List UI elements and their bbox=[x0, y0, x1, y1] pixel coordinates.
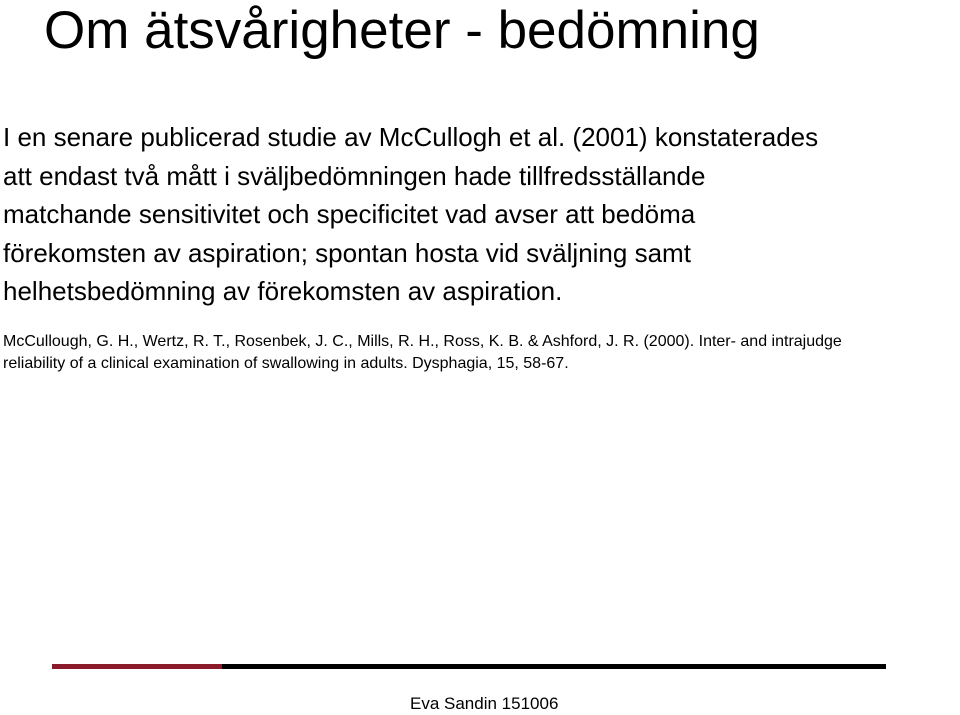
body-line: förekomsten av aspiration; spontan hosta vid sväljning samt bbox=[3, 237, 691, 268]
body-line: helhetsbedömning av förekomsten av aspiration. bbox=[3, 276, 563, 306]
footer-divider-line bbox=[222, 664, 886, 669]
reference-line: McCullough, G. H., Wertz, R. T., Rosenbek, J. C., Mills, R. H., Ross, K. B. & Ashford, J. R. (2000). Inter- and intrajudge bbox=[3, 333, 842, 350]
body-line: att endast två mått i sväljbedömningen hade tillfredsställande bbox=[3, 160, 706, 191]
body-line: I en senare publicerad studie av McCullogh et al. (2001) konstaterades bbox=[3, 122, 819, 152]
footer-divider bbox=[52, 664, 886, 669]
body-paragraph bbox=[3, 118, 960, 311]
reference-citation bbox=[3, 331, 960, 375]
footer-divider-accent bbox=[52, 664, 222, 669]
footer-author-date: Eva Sandin 151006 bbox=[410, 694, 559, 713]
slide-title: Om ätsvårigheter - bedömning bbox=[44, 1, 760, 60]
body-line: matchande sensitivitet och specificitet vad avser att bedöma bbox=[3, 199, 696, 229]
reference-line: reliability of a clinical examination of swallowing in adults. Dysphagia, 15, 58-67. bbox=[3, 355, 569, 372]
